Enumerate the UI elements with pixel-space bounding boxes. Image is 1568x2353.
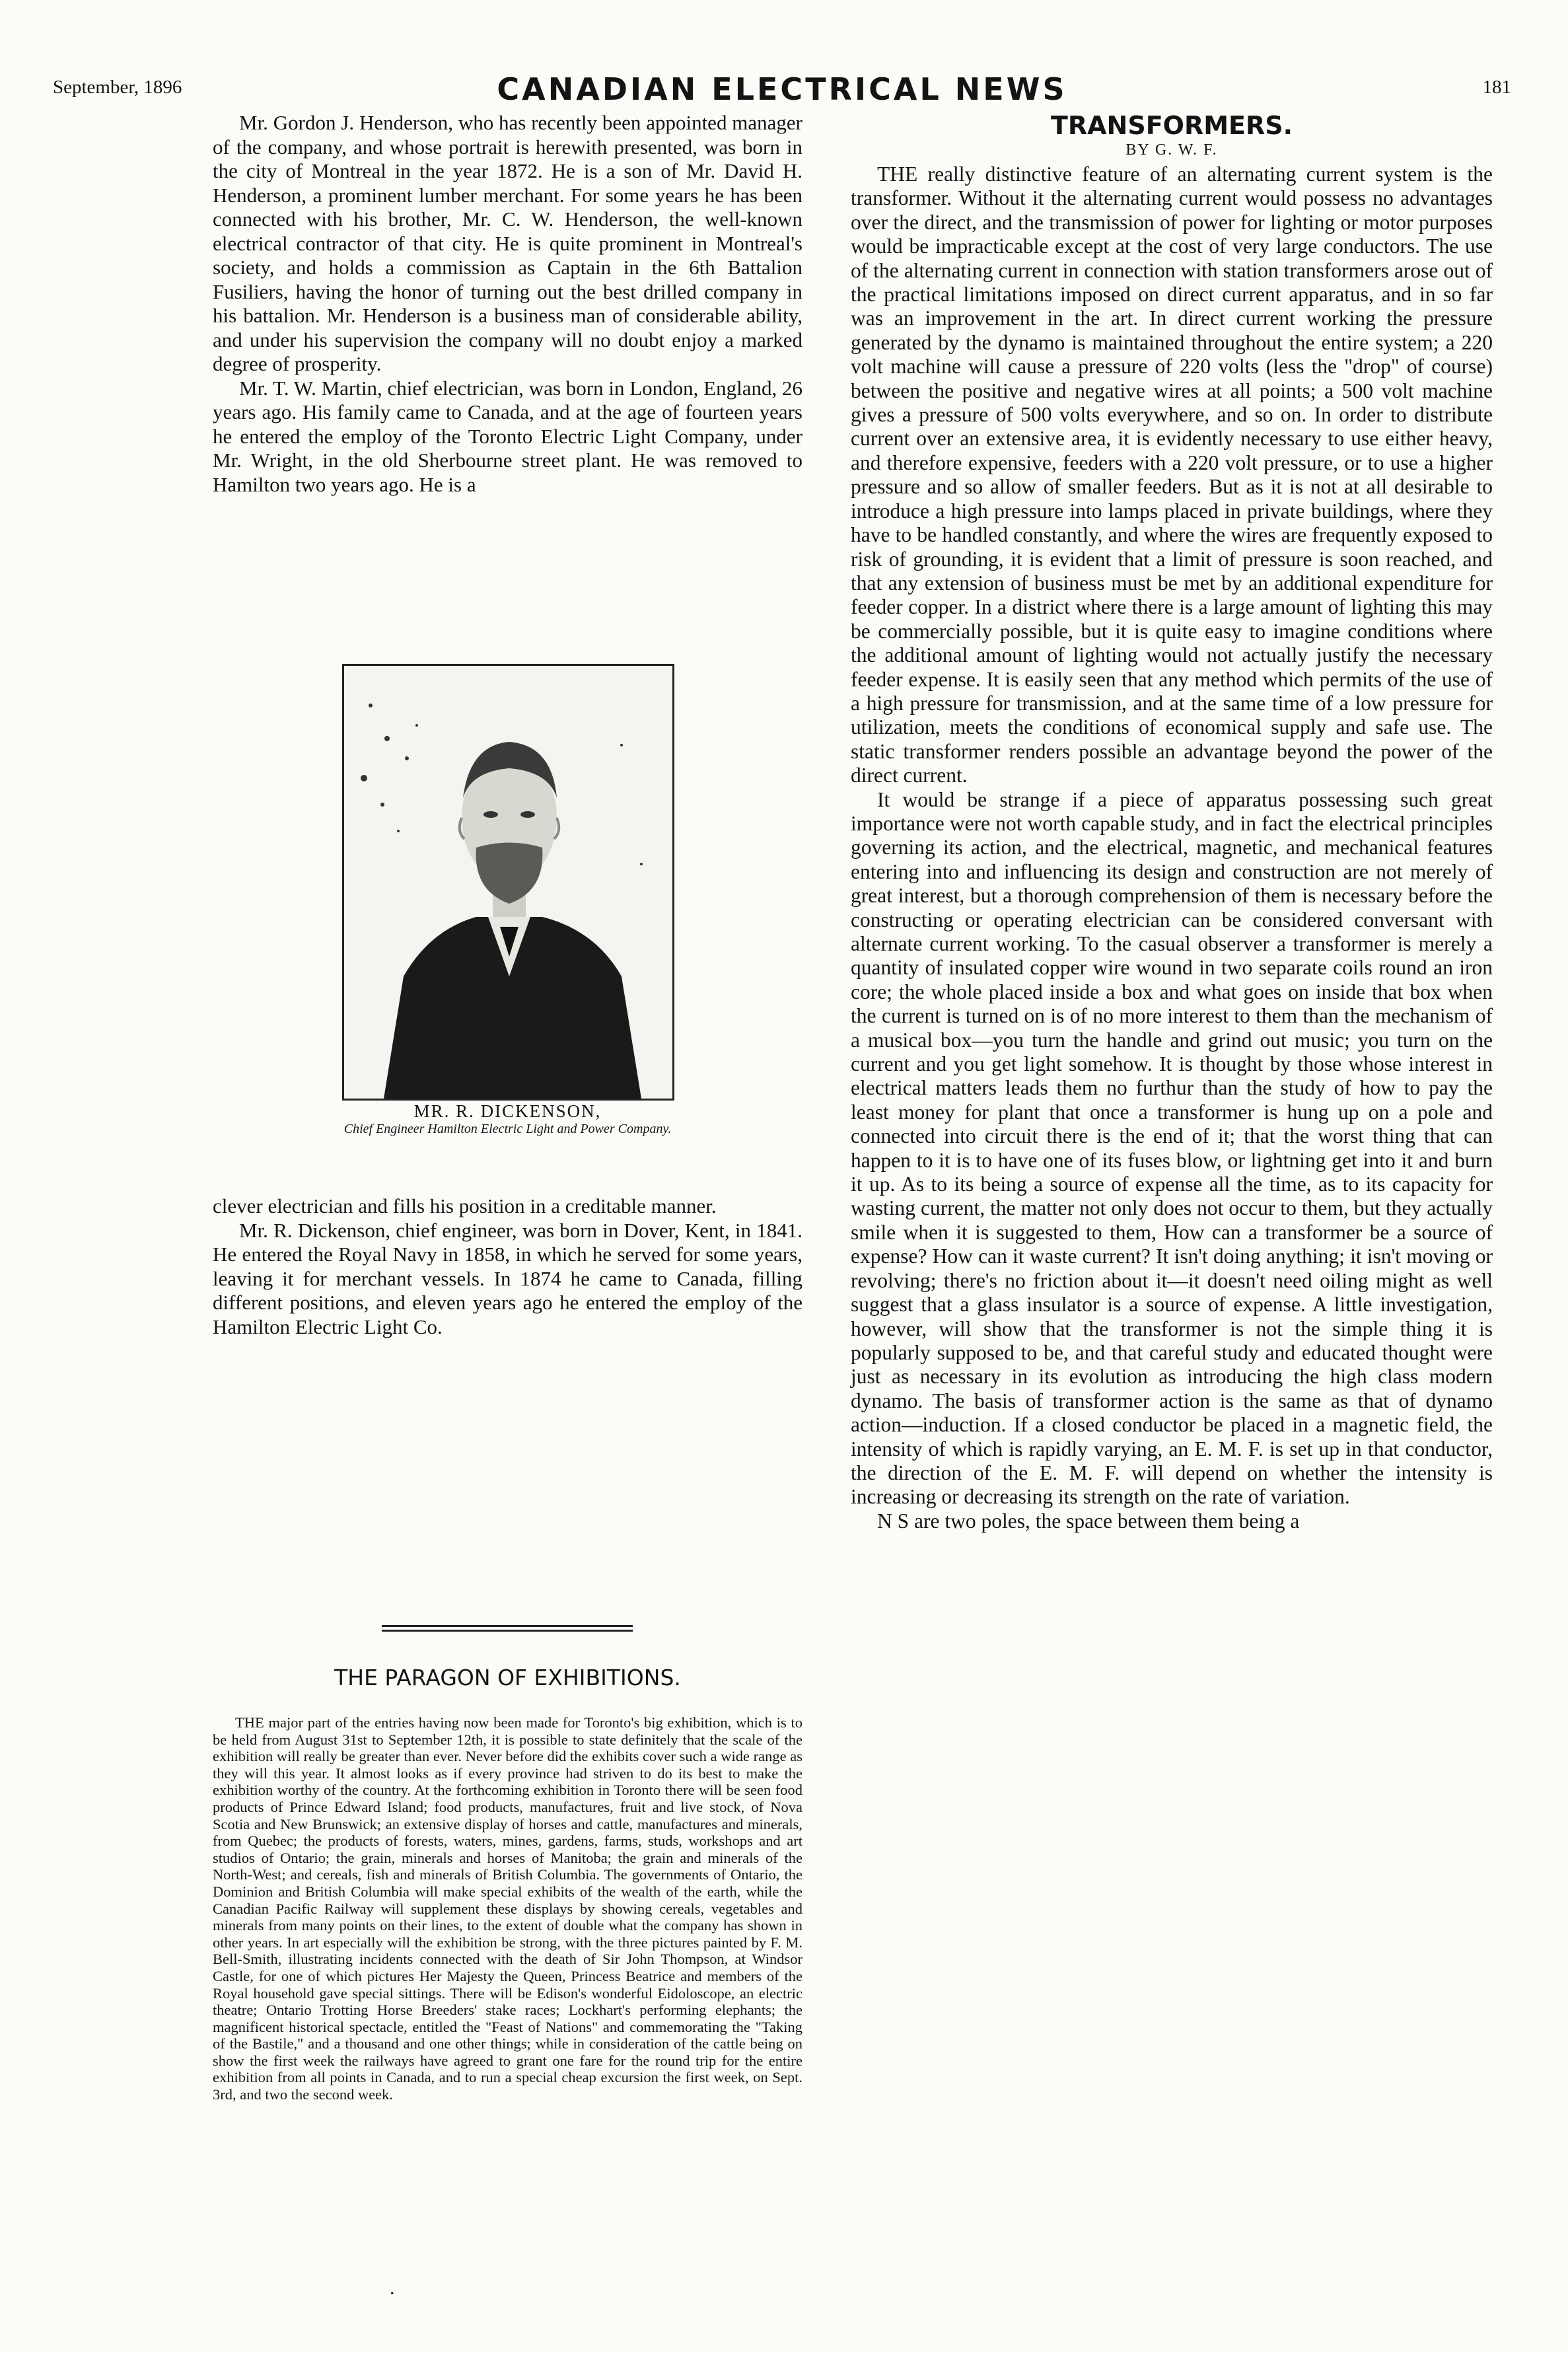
- martin-paragraph-continued: clever electrician and fills his position in a creditable manner.: [213, 1194, 717, 1217]
- dickenson-paragraph: Mr. R. Dickenson, chief engineer, was born in Dover, Kent, in 1841. He entered the Royal Navy in 1858, in which he served for some years, leaving it for merchant vessels. In 1874 he came to Canada, filling different positions, and eleven years ago he entered the employ of the Hamilton Electric Light Co.: [213, 1218, 802, 1338]
- photo-caption-name: MR. R. DICKENSON,: [413, 1101, 602, 1121]
- page-number: 181: [1482, 77, 1511, 98]
- photo-caption-role: Chief Engineer Hamilton Electric Light and Power Company.: [343, 1122, 672, 1136]
- right-column: [851, 111, 1493, 1533]
- left-column-lower: [213, 1194, 802, 1339]
- portrait-photo: [342, 664, 674, 1101]
- exhibition-article: THE major part of the entries having now been made for Toronto's big exhibition, which is to be held from August 31st to September 12th, it is possible to state definitely that the scale of the exhibition will really be greater than ever. Never before did the exhibits cover such a wide range as they will this year. It almost looks as if every province had striven to do its best to make the exhibition worthy of the country. At the forthcoming exhibition in Toronto there will be seen food products of Prince Edward Island; food products, manufactures, fruit and live stock, of Nova Scotia and New Brunswick; an extensive display of horses and cattle, manufactures and minerals, from Quebec; the products of forests, waters, mines, gardens, farms, studs, workshops and art studios of Ontario; the grain, minerals and horses of Manitoba; the grain and minerals of the North-West; and cereals, fish and minerals of British Columbia. The governments of Ontario, the Dominion and British Columbia will make special exhibits of the wealth of the earth, while the Canadian Pacific Railway will supplement these displays by showing cereals, vegetables and minerals from many points on their lines, to the extent of double what the company has shown in other years. In art especially will the exhibition be strong, with the three pictures painted by F. M. Bell-Smith, illustrating incidents connected with the death of Sir John Thompson, at Windsor Castle, for one of which pictures Her Majesty the Queen, Princess Beatrice and members of the Royal household gave special sittings. There will be Edison's wonderful Eidoloscope, an electric theatre; Ontario Trotting Horse Breeders' stake races; Lockhart's performing elephants; the magnificent historical spectacle, entitled the "Feast of Nations" and commemorating the "Taking of the Bastile," and a thousand and one other things; while in consideration of the cattle being on show the first week the railways have agreed to grant one fare for the round trip for the entire exhibition from all points in Canada, and to run a special cheap excursion the first week, on Sept. 3rd, and two the second week.: [213, 1714, 802, 2103]
- martin-paragraph: Mr. T. W. Martin, chief electrician, was born in London, England, 26 years ago. His family came to Canada, and at the age of fourteen years he entered the employ of the Toronto Electric Light Company, under Mr. Wright, in the old Sherbourne street plant. He was removed to Hamilton two years ago. He is a: [213, 376, 802, 496]
- section-title: THE PARAGON OF EXHIBITIONS.: [334, 1665, 681, 1690]
- section-divider-secondary: [382, 1630, 633, 1632]
- article-title: TRANSFORMERS.: [1050, 111, 1293, 140]
- page-header: [53, 71, 1511, 111]
- issue-date: September, 1896: [53, 77, 182, 98]
- article-byline: BY G. W. F.: [1125, 141, 1218, 159]
- footer-mark: .: [390, 2277, 395, 2299]
- transformers-paragraph-2: It would be strange if a piece of apparatus possessing such great importance were not worth capable study, and in fact the electrical principles governing its action, and the electrical, magnetic, and mechanical features entering into and influencing its design and construction are not merely of great interest, but a thorough comprehension of them is necessary before the constructing or operating electrician can be considered conversant with alternate current working. To the casual observer a transformer is merely a quantity of insulated copper wire wound in two separate coils round an iron core; the whole placed inside a box and what goes on inside that box when the current is turned on is of no more interest to them than the mechanism of a musical box—you turn the handle and grind out music; you turn on the current and you get light somehow. It is thought by those whose interest in electrical matters leads them no furthur than the study of how to pay the least money for plant that once a transformer is hung up on a pole and connected into circuit there is the end of it; that the worst thing that can happen to it is to have one of its fuses blow, or lightning get into it and burn it up. As to its being a source of expense all the time, as to its capacity for wasting current, the matter not only does not occur to them, but they actually smile when it is suggested to them, How can a transformer be a source of expense? How can it waste current? It isn't doing anything; it isn't moving or revolving; there's no friction about it—it doesn't need oiling might as well suggest that a glass insulator is a source of expense. A little investigation, however, will show that the transformer is not the simple thing it is popularly supposed to be, and that careful study and educated thought were just as necessary in its evolution as introducing the high class modern dynamo. The basis of transformer action is the same as that of dynamo action—induction. If a closed conductor be placed in a magnetic field, the intensity of which is rapidly varying, an E. M. F. is set up in that conductor, the direction of the E. M. F. will depend on whether the intensity is increasing or decreasing its strength on the rate of variation.: [851, 787, 1493, 1509]
- portrait-figure-icon: [344, 666, 672, 1099]
- transformers-paragraph-1: THE really distinctive feature of an alternating current system is the transformer. Without it the alternating current would possess no advantages over the direct, and the transmission of power for lighting or motor purposes would be impracticable except at the cost of very large conductors. The use of the alternating current in connection with station transformers arose out of the practical limitations imposed on direct current apparatus, and in so far was an improvement in the art. In direct current working the pressure generated by the dynamo is maintained throughout the entire system; a 220 volt machine will cause a pressure of 220 volts (less the "drop" of course) between the positive and negative wires at all points; a 500 volt machine gives a pressure of 500 volts everywhere, and so on. In order to distribute current over an extensive area, it is evidently necessary to use either heavy, and therefore expensive, feeders with a 220 volt pressure, or to use a higher pressure and so allow of smaller feeders. But as it is not at all desirable to introduce a high pressure into lamps placed in private buildings, where they have to be handled constantly, and where the wires are frequently exposed to risk of grounding, it is evident that a limit of pressure is soon reached, and that any extension of business must be met by an additional expenditure for feeder copper. In a district where there is a large amount of lighting this may be commercially possible, but it is quite easy to imagine conditions where the additional amount of lighting would not actually justify the necessary feeder expense. It is easily seen that any method which permits of the use of a high pressure for transmission, and at the same time of a low pressure for utilization, meets the conditions of economical supply and safe use. The static transformer renders possible an advantage beyond the power of the direct current.: [851, 163, 1493, 787]
- masthead-title: CANADIAN ELECTRICAL NEWS: [497, 71, 1067, 107]
- left-column: [213, 111, 802, 497]
- henderson-paragraph: Mr. Gordon J. Henderson, who has recently been appointed manager of the company, and whose portrait is herewith presented, was born in the city of Montreal in the year 1872. He is a son of Mr. David H. Henderson, a prominent lumber merchant. For some years he has been connected with his brother, Mr. C. W. Henderson, the well-known electrical contractor of that city. He is quite prominent in Montreal's society, and holds a commission as Captain in the 6th Battalion Fusiliers, having the honor of turning out the best drilled company in his battalion. Mr. Henderson is a business man of considerable ability, and under his supervision the company will no doubt enjoy a marked degree of prosperity.: [213, 111, 802, 375]
- section-divider: [382, 1625, 633, 1627]
- transformers-paragraph-3: N S are two poles, the space between them being a: [877, 1509, 1300, 1533]
